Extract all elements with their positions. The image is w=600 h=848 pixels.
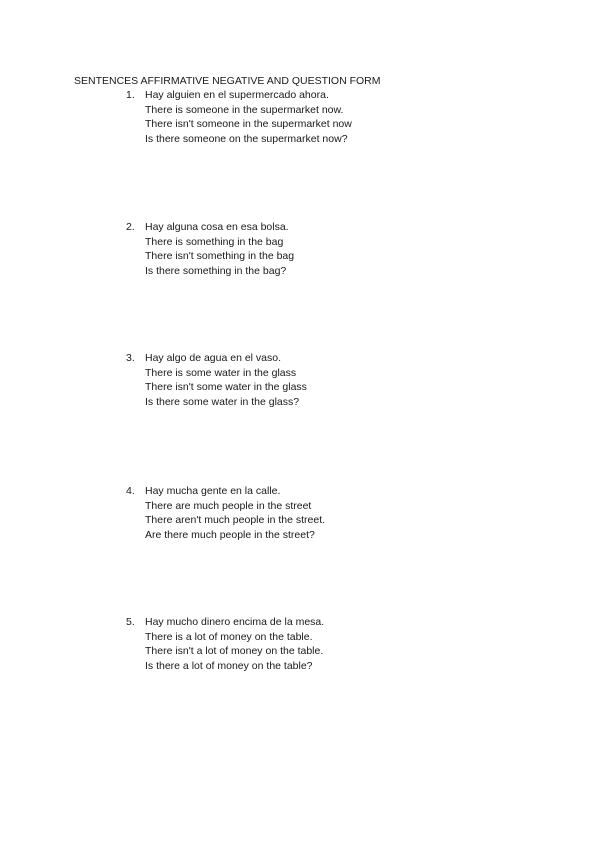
exercise-item-3 <box>126 351 546 409</box>
negative-sentence: There isn't someone in the supermarket now <box>145 118 352 130</box>
affirmative-sentence: There is something in the bag <box>145 235 284 248</box>
document-title: SENTENCES AFFIRMATIVE NEGATIVE AND QUESTION FORM <box>74 75 381 87</box>
affirmative-sentence: There is someone in the supermarket now. <box>145 103 344 116</box>
negative-sentence: There isn't some water in the glass <box>145 381 307 393</box>
exercise-item-4 <box>126 484 546 542</box>
affirmative-sentence: There are much people in the street <box>145 499 312 512</box>
item-number: 3. <box>126 352 135 364</box>
spanish-sentence: Hay alguien en el supermercado ahora. <box>145 89 329 101</box>
question-sentence: Is there a lot of money on the table? <box>145 659 313 672</box>
question-sentence: Is there someone on the supermarket now? <box>145 132 348 145</box>
item-number: 2. <box>126 221 135 233</box>
question-sentence: Is there some water in the glass? <box>145 395 300 408</box>
exercise-item-5 <box>126 615 546 673</box>
spanish-sentence: Hay algo de agua en el vaso. <box>145 352 282 364</box>
negative-sentence: There aren't much people in the street. <box>145 514 326 526</box>
exercise-item-1 <box>126 88 546 146</box>
spanish-sentence: Hay mucho dinero encima de la mesa. <box>145 616 325 628</box>
item-number: 1. <box>126 89 135 101</box>
question-sentence: Is there something in the bag? <box>145 264 287 277</box>
affirmative-sentence: There is some water in the glass <box>145 366 297 379</box>
spanish-sentence: Hay mucha gente en la calle. <box>145 485 281 497</box>
item-number: 5. <box>126 616 135 628</box>
negative-sentence: There isn't a lot of money on the table. <box>145 645 324 657</box>
affirmative-sentence: There is a lot of money on the table. <box>145 630 313 643</box>
exercise-item-2 <box>126 220 546 278</box>
question-sentence: Are there much people in the street? <box>145 528 315 541</box>
spanish-sentence: Hay alguna cosa en esa bolsa. <box>145 221 289 233</box>
item-number: 4. <box>126 485 135 497</box>
negative-sentence: There isn't something in the bag <box>145 250 295 262</box>
